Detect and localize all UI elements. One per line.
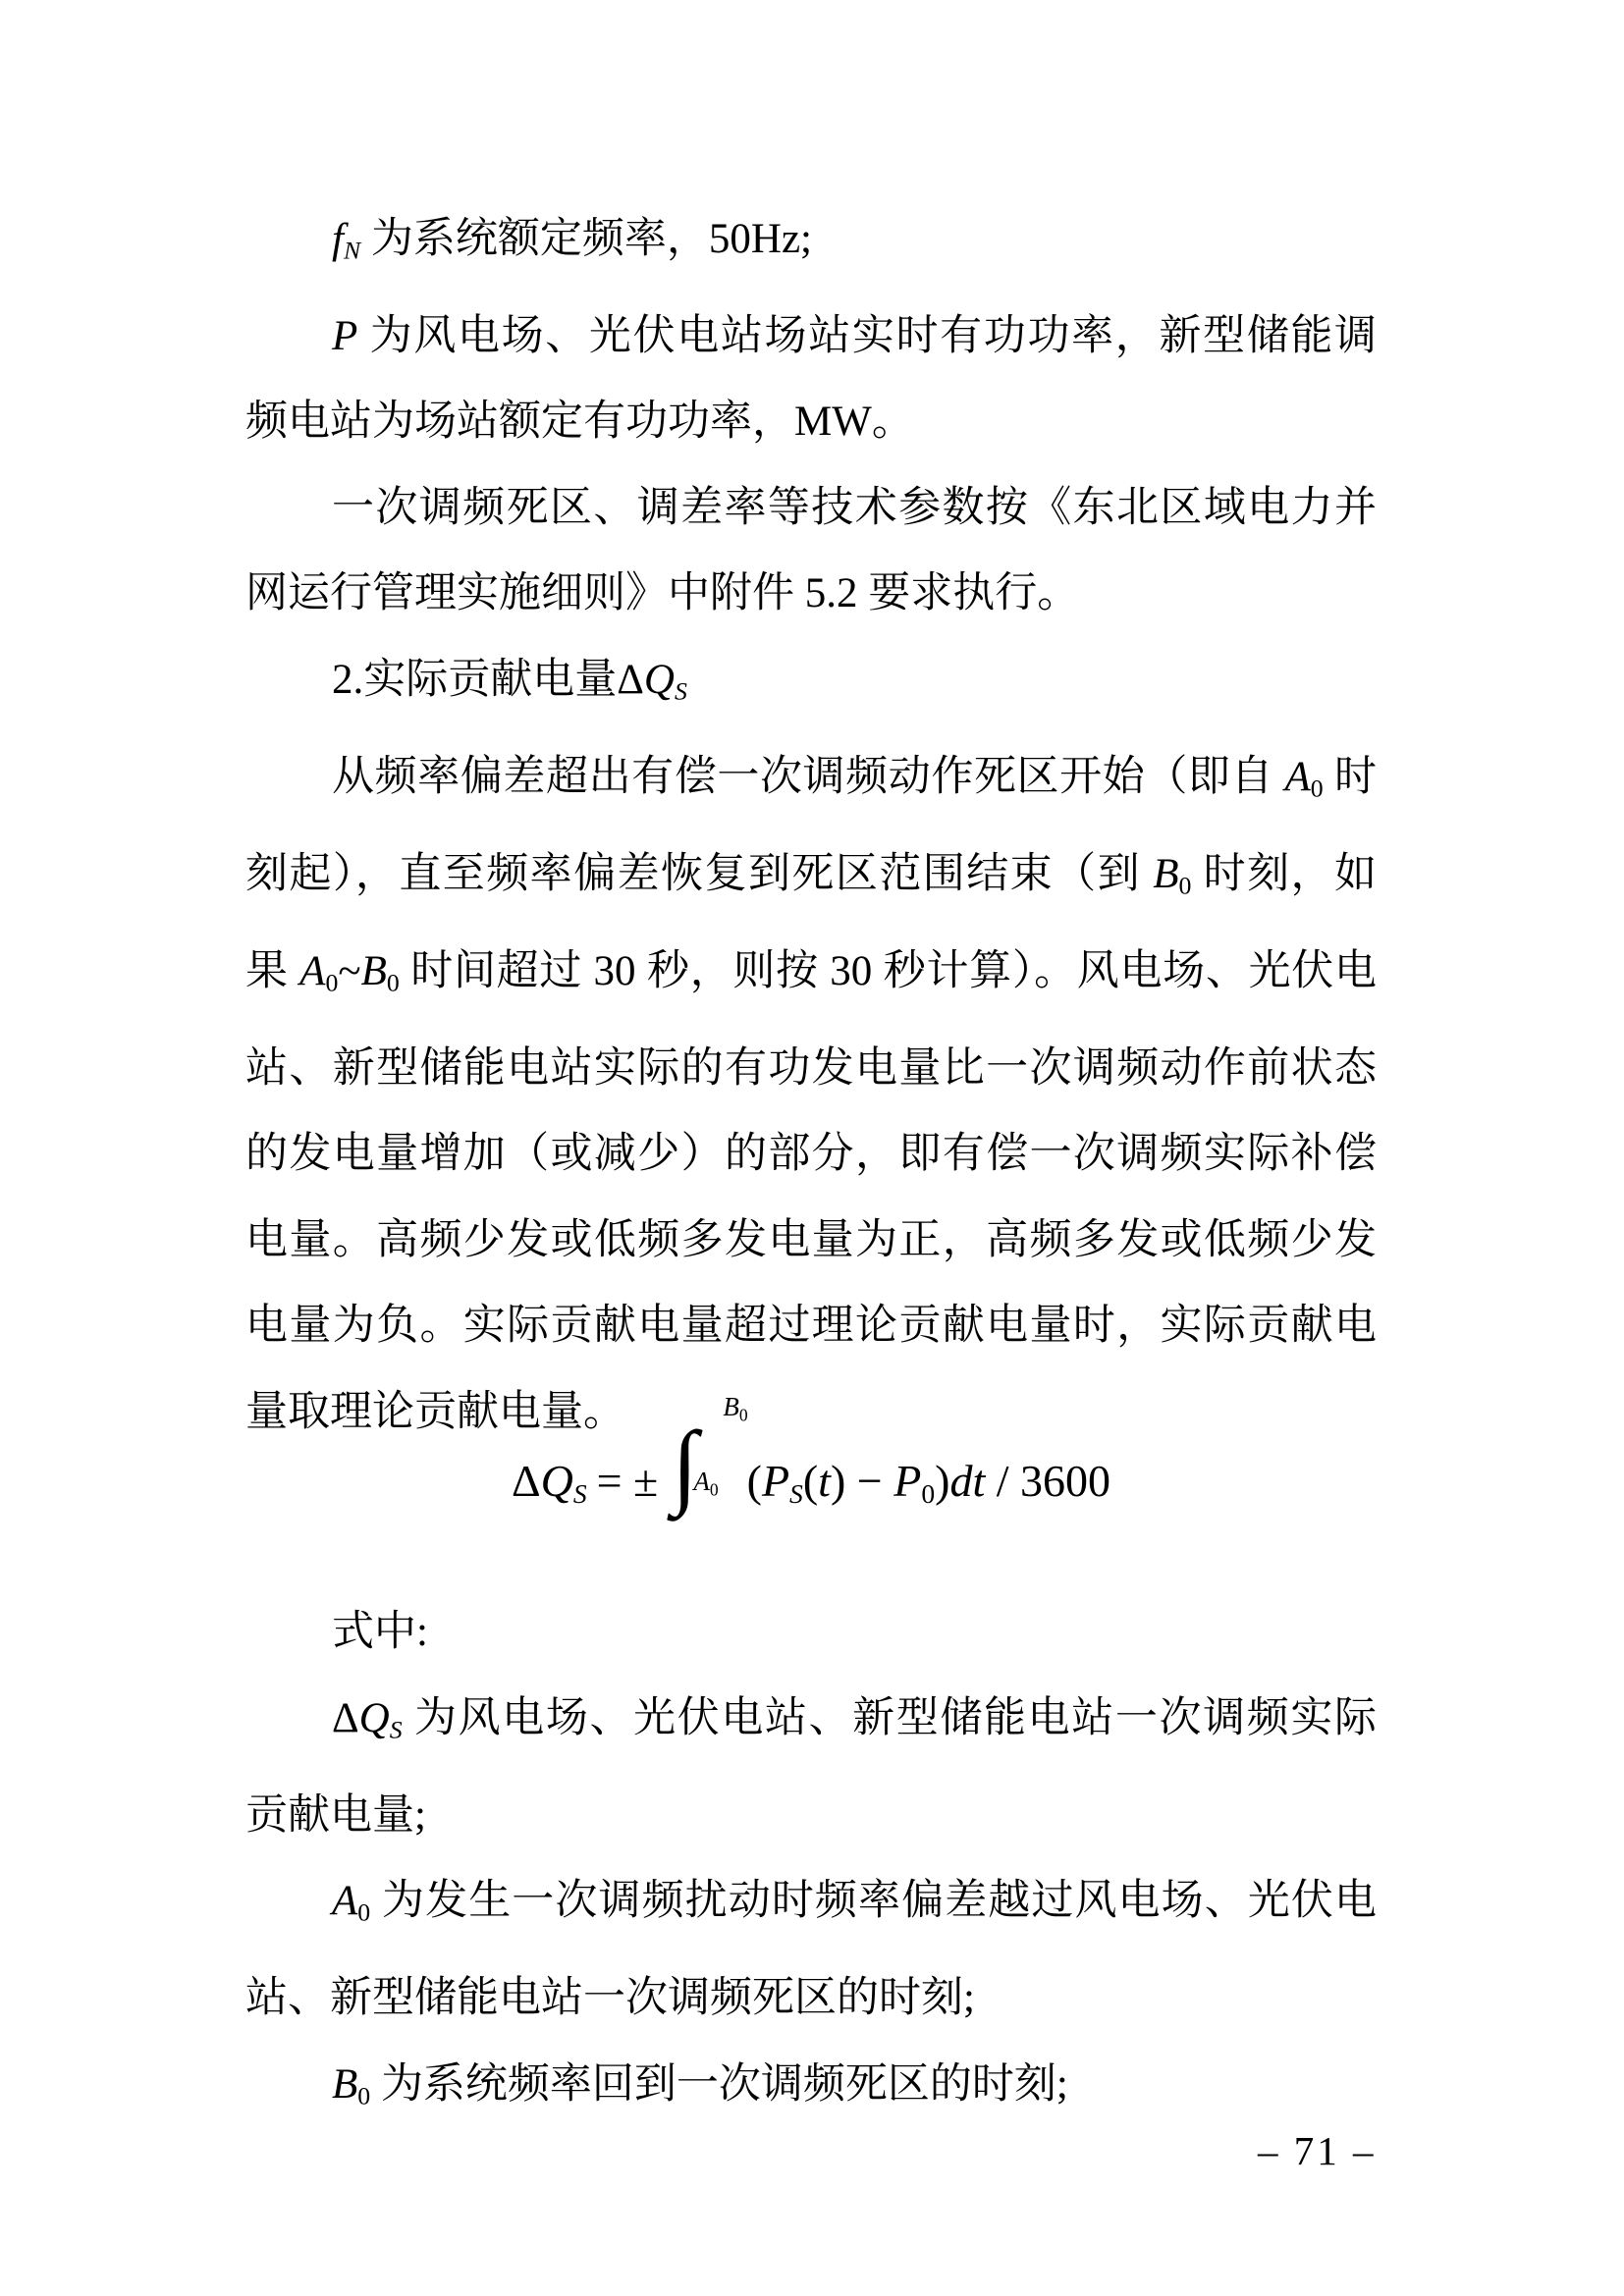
paragraph-p-definition [245, 294, 1377, 465]
text-segment: N [343, 236, 361, 265]
formula-lhs [512, 1455, 587, 1510]
text-segment: 为发生一次调频扰动时频率偏差越过风电场、光伏电站、新型储能电站一次调频死区的时刻; [245, 1878, 1377, 2022]
text-segment: 0 [386, 968, 400, 997]
text-segment: 0 [1310, 774, 1324, 803]
text-segment: B [332, 2060, 358, 2108]
text-segment: 为风电场、光伏电站场站实时有功功率，新型储能调频电站为场站额定有功功率，MW。 [245, 312, 1377, 446]
text-segment: 一次调频死区、调差率等技术参数按《东北区域电力并网运行管理实施细则》中附件 5.2 要求执行。 [245, 484, 1377, 617]
text-segment: 时刻，如果 [245, 850, 1378, 994]
integral-upper-limit [723, 1394, 747, 1424]
paragraph-where-label [245, 1589, 1377, 1676]
text-segment: Δ [617, 656, 644, 703]
paragraph-actual-contribution-description [245, 734, 1377, 1455]
formula-delta-qs [245, 1392, 1377, 1589]
text-segment: 时间超过 30 秒，则按 30 秒计算）。风电场、光伏电站、新型储能电站实际的有功发电量比一次调频动作前状态的发电量增加（或减少）的部分，即有偿一次调频实际补偿电量。高频少发或低频多发电量为正，高频多发或低频少发电量为负。实际贡献电量超过理论贡献电量时，实际贡献电量取理论贡献电量。 [245, 947, 1378, 1435]
integral-glyph: ∫ [672, 1412, 698, 1518]
text-segment: A [693, 1467, 710, 1497]
text-segment: S [674, 676, 687, 706]
text-segment: dt [949, 1456, 986, 1507]
text-segment: 0 [709, 1479, 719, 1500]
text-segment: Q [358, 1694, 390, 1741]
text-segment: B [1153, 850, 1179, 897]
text-segment: 2.实际贡献电量 [332, 656, 618, 703]
text-segment: ) − [830, 1456, 894, 1507]
text-segment: 时刻起），直至频率偏差恢复到死区范围结束（到 [245, 753, 1378, 897]
text-segment: Δ [332, 1694, 359, 1741]
text-segment: / 3600 [985, 1456, 1111, 1507]
text-segment: ~ [338, 947, 361, 994]
text-segment: S [572, 1478, 587, 1510]
formula-rhs [747, 1455, 1110, 1510]
text-segment: B [723, 1392, 739, 1422]
text-segment: P [332, 312, 358, 359]
text-segment: P [893, 1456, 922, 1507]
formula-operator: = ± [596, 1456, 659, 1507]
text-segment: A [332, 1878, 358, 1925]
text-segment: 0 [357, 2081, 371, 2109]
text-segment: ( [802, 1456, 819, 1507]
text-segment: 0 [325, 968, 339, 997]
text-segment: f [332, 216, 344, 262]
integral-symbol [672, 1392, 748, 1518]
text-segment: A [1284, 753, 1311, 800]
text-segment: Q [643, 656, 675, 703]
text-segment: B [360, 947, 387, 994]
page-number: – 71 – [1258, 2128, 1377, 2173]
body-text [245, 196, 1377, 2139]
text-segment: 为风电场、光伏电站、新型储能电站一次调频实际贡献电量; [245, 1694, 1377, 1839]
text-segment: A [299, 947, 326, 994]
text-segment: ) [935, 1456, 950, 1507]
text-segment: 0 [921, 1478, 936, 1510]
text-segment: 为系统额定频率，50Hz; [360, 216, 813, 262]
text-segment: 式中: [332, 1609, 428, 1656]
text-segment: 0 [1178, 871, 1192, 900]
paragraph-delta-qs-definition [245, 1676, 1377, 1858]
text-segment: Δ [511, 1456, 541, 1507]
paragraph-a0-definition [245, 1858, 1377, 2041]
text-segment: 为系统频率回到一次调频死区的时刻; [370, 2060, 1068, 2108]
text-segment: P [761, 1456, 790, 1507]
text-segment: S [789, 1478, 803, 1510]
paragraph-b0-definition [245, 2042, 1377, 2139]
integral-lower-limit [693, 1468, 718, 1499]
text-segment: ( [746, 1456, 762, 1507]
text-segment: Q [540, 1456, 573, 1507]
text-segment: 0 [357, 1897, 371, 1927]
text-segment: 0 [738, 1405, 748, 1425]
text-segment: 从频率偏差超出有偿一次调频动作死区开始（即自 [332, 753, 1285, 800]
paragraph-deadband-rule [245, 465, 1377, 637]
text-segment: t [818, 1456, 831, 1507]
paragraph-fn-definition [245, 196, 1377, 294]
text-segment: S [389, 1715, 403, 1744]
paragraph-section-2-heading [245, 637, 1377, 734]
